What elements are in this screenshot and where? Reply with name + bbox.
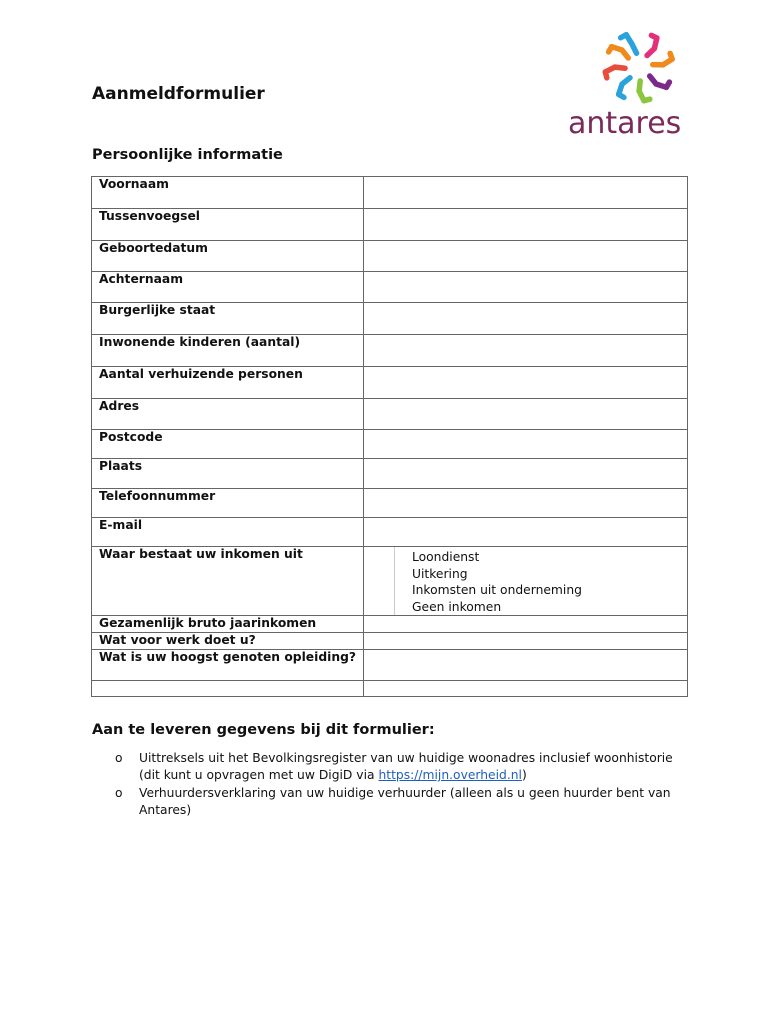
- field-label-empty: [92, 681, 364, 697]
- overheid-link[interactable]: https://mijn.overheid.nl: [378, 768, 522, 782]
- logo-wordmark: antares: [568, 106, 682, 138]
- field-label-werk: Wat voor werk doet u?: [92, 633, 364, 650]
- income-option-loondienst[interactable]: Loondienst: [412, 550, 480, 564]
- field-label-postcode: Postcode: [92, 430, 364, 459]
- bullet-marker: o: [115, 786, 123, 800]
- antares-logo: [565, 22, 715, 138]
- section-heading-personal: Persoonlijke informatie: [92, 147, 283, 163]
- income-option-geen-inkomen[interactable]: Geen inkomen: [412, 599, 502, 614]
- field-input-werk[interactable]: [364, 633, 688, 650]
- field-label-telefoonnummer: Telefoonnummer: [92, 489, 364, 518]
- field-label-tussenvoegsel: Tussenvoegsel: [92, 209, 364, 241]
- requirement-text: Uittreksels uit het Bevolkingsregister van uw huidige woonadres inclusief woonhistorie (dit kunt u opvragen met uw DigiD via: [139, 751, 673, 782]
- field-label-verhuizende-personen: Aantal verhuizende personen: [92, 367, 364, 399]
- field-input-opleiding[interactable]: [364, 650, 688, 681]
- field-input-empty[interactable]: [364, 681, 688, 697]
- income-option-onderneming[interactable]: Inkomsten uit onderneming: [412, 583, 582, 597]
- field-label-jaarinkomen: Gezamenlijk bruto jaarinkomen: [92, 616, 364, 633]
- requirement-text-end: ): [521, 768, 527, 782]
- field-input-tussenvoegsel[interactable]: [364, 209, 688, 241]
- page-title: Aanmeldformulier: [92, 84, 265, 104]
- field-input-geboortedatum[interactable]: [364, 241, 688, 272]
- requirements-list: [92, 750, 692, 820]
- requirement-item-verhuurdersverklaring: [92, 785, 692, 819]
- field-label-email: E-mail: [92, 518, 364, 547]
- field-input-verhuizende-personen[interactable]: [364, 367, 688, 399]
- requirement-text: Verhuurdersverklaring van uw huidige verhuurder (alleen als u geen huurder bent van Antares): [139, 786, 671, 817]
- field-input-email[interactable]: [364, 518, 688, 547]
- income-option-uitkering[interactable]: Uitkering: [412, 566, 468, 581]
- field-label-burgerlijke-staat: Burgerlijke staat: [92, 303, 364, 335]
- field-label-voornaam: Voornaam: [92, 177, 364, 209]
- field-label-inkomen: Waar bestaat uw inkomen uit: [92, 547, 364, 616]
- field-input-plaats[interactable]: [364, 459, 688, 489]
- field-label-adres: Adres: [92, 399, 364, 430]
- personal-info-table: [91, 176, 688, 697]
- field-label-geboortedatum: Geboortedatum: [92, 241, 364, 272]
- field-input-adres[interactable]: [364, 399, 688, 430]
- field-input-inwonende-kinderen[interactable]: [364, 335, 688, 367]
- field-label-achternaam: Achternaam: [92, 272, 364, 303]
- field-input-voornaam[interactable]: [364, 177, 688, 209]
- field-input-jaarinkomen[interactable]: [364, 616, 688, 633]
- income-options-cell: [364, 547, 688, 616]
- requirements-heading: Aan te leveren gegevens bij dit formulier:: [92, 722, 435, 738]
- field-input-achternaam[interactable]: [364, 272, 688, 303]
- field-input-burgerlijke-staat[interactable]: [364, 303, 688, 335]
- income-options-list: [395, 547, 582, 615]
- requirement-item-uittreksels: [92, 750, 692, 784]
- bullet-marker: o: [115, 751, 123, 765]
- field-label-opleiding: Wat is uw hoogst genoten opleiding?: [92, 650, 364, 681]
- field-label-inwonende-kinderen: Inwonende kinderen (aantal): [92, 335, 364, 367]
- field-input-postcode[interactable]: [364, 430, 688, 459]
- field-label-plaats: Plaats: [92, 459, 364, 489]
- field-input-telefoonnummer[interactable]: [364, 489, 688, 518]
